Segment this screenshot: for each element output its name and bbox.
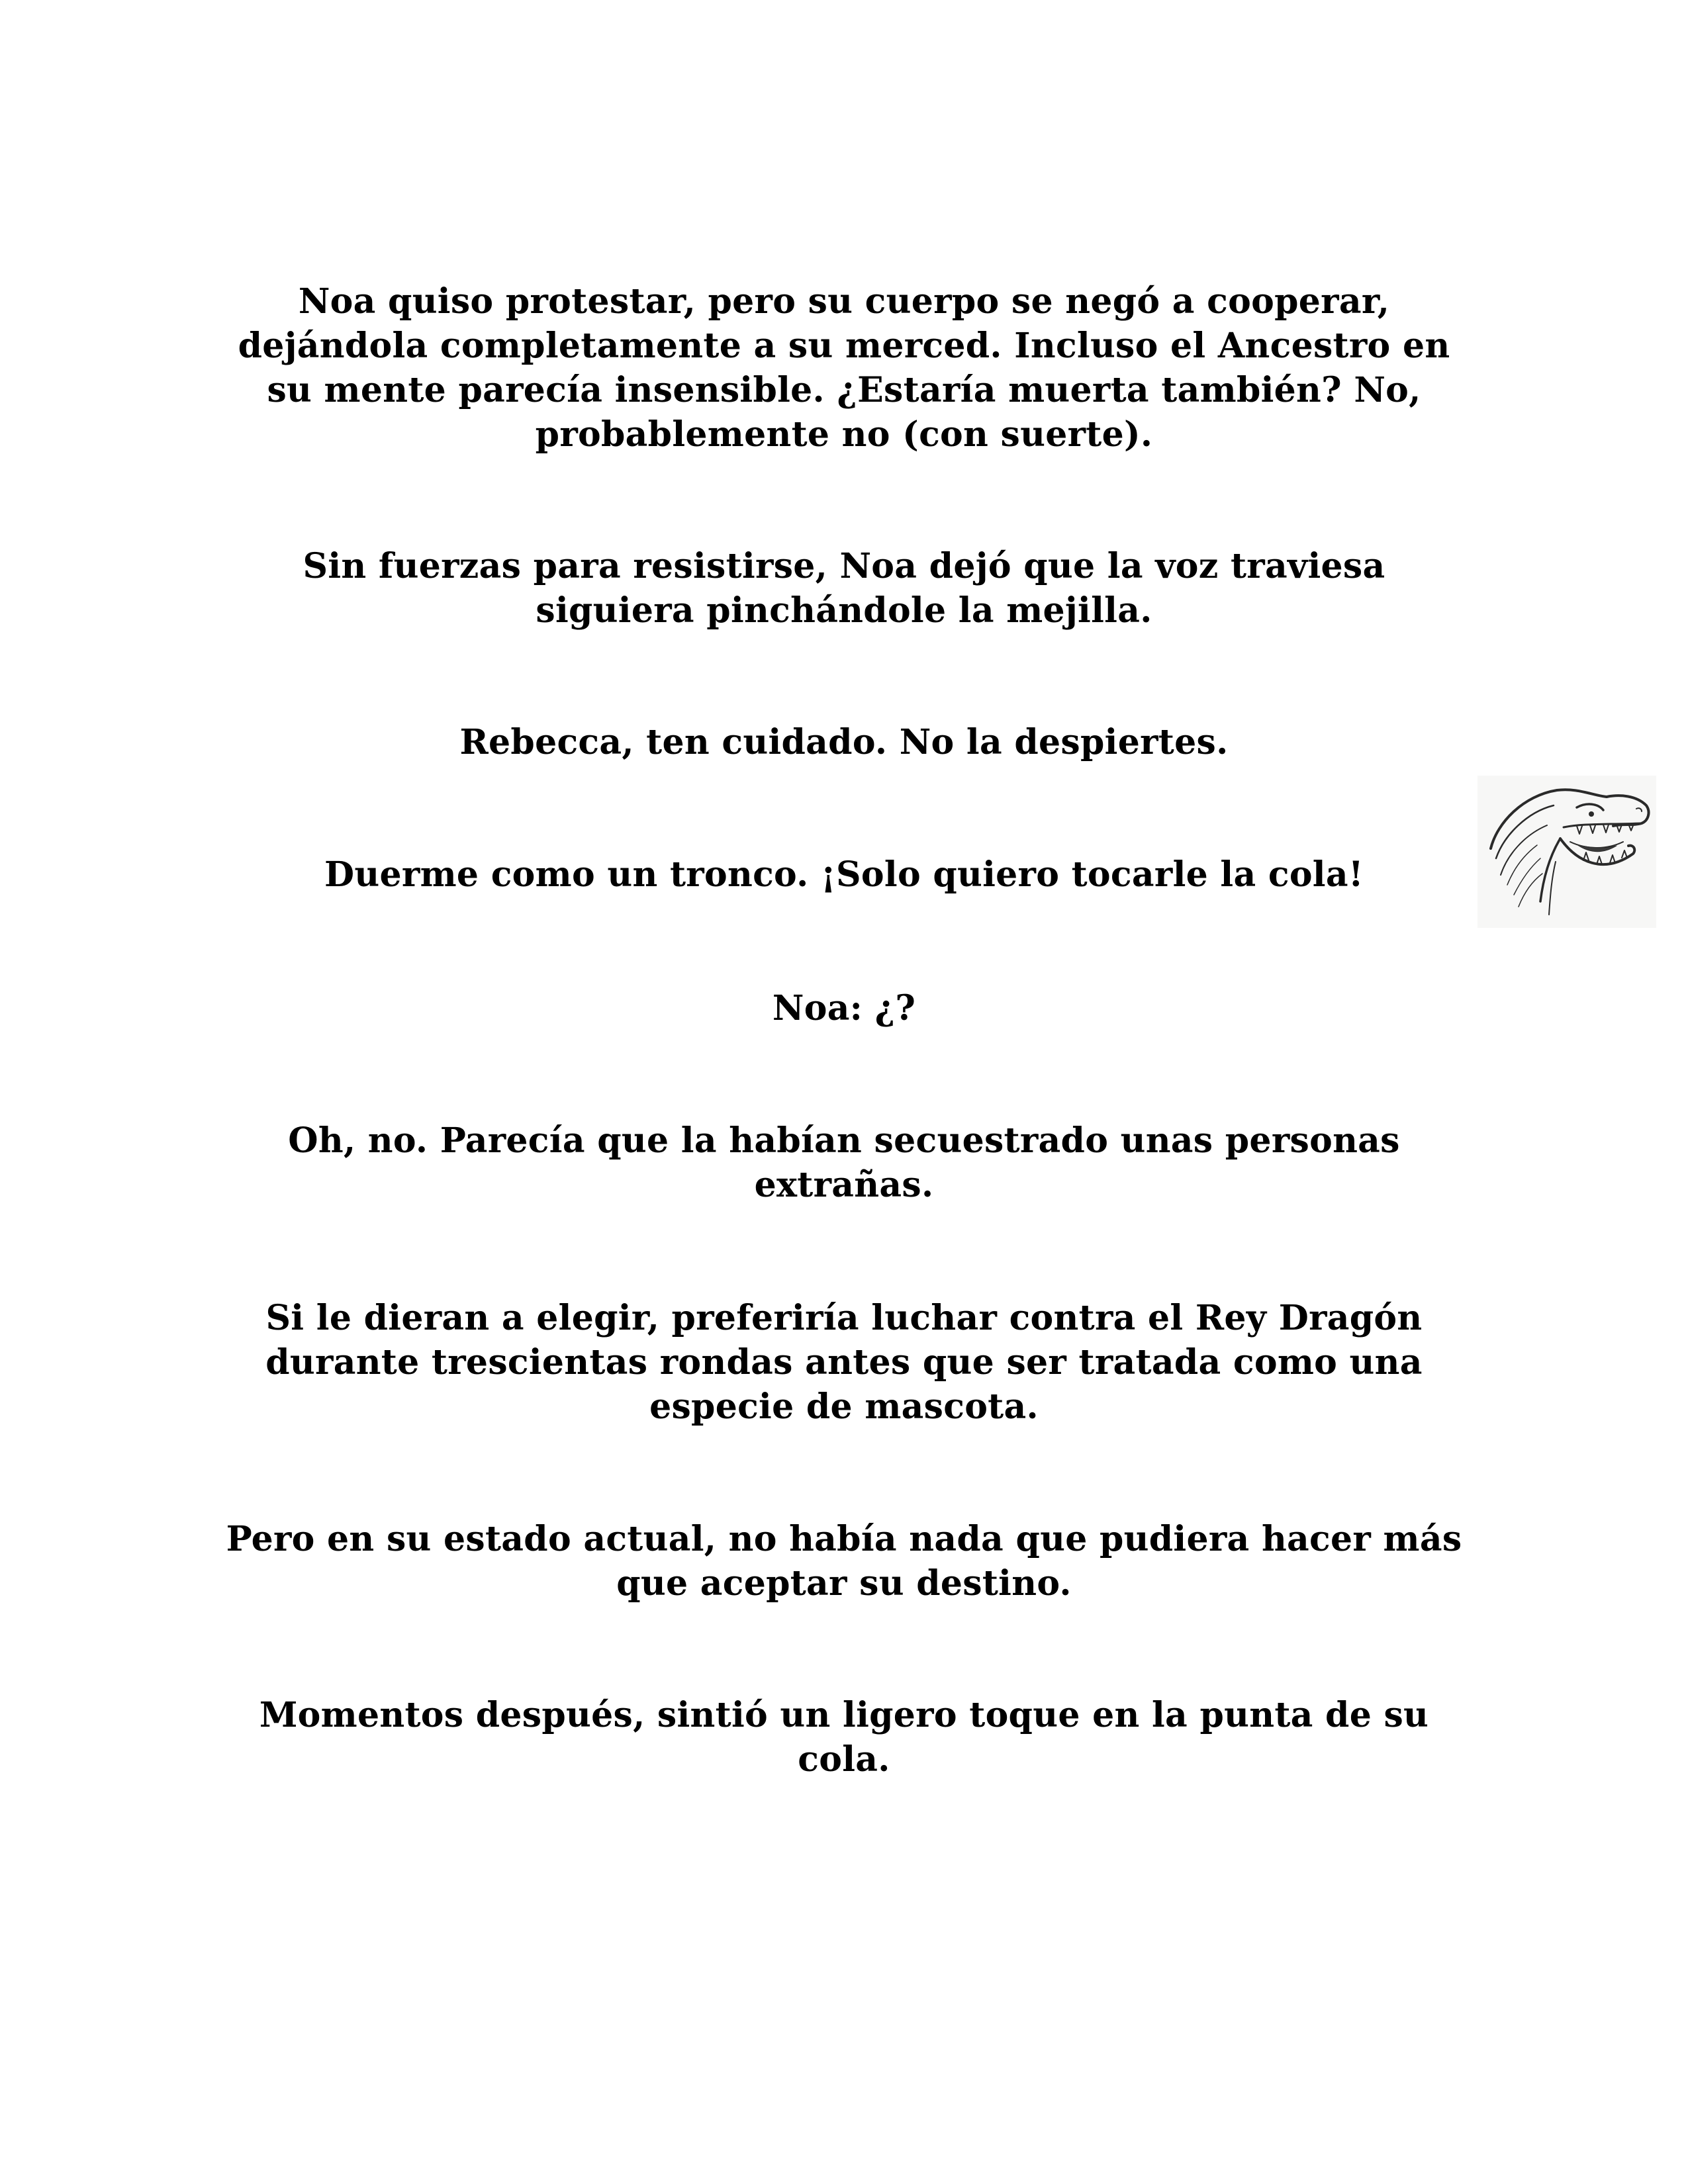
paragraph: [199, 720, 1489, 764]
text-line: dejándola completamente a su merced. Incluso el Ancestro en: [238, 326, 1450, 366]
text-line: Rebecca, ten cuidado. No la despiertes.: [459, 722, 1229, 762]
text-line: especie de mascota.: [649, 1387, 1039, 1427]
text-line: extrañas.: [754, 1165, 934, 1205]
text-line: Pero en su estado actual, no había nada que pudiera hacer más: [226, 1519, 1462, 1559]
text-line: durante trescientas rondas antes que ser tratada como una: [265, 1342, 1423, 1383]
text-line: Si le dieran a elegir, preferiría luchar contra el Rey Dragón: [265, 1298, 1423, 1338]
text-line: siguiera pinchándole la mejilla.: [536, 590, 1152, 631]
text-line: Noa quiso protestar, pero su cuerpo se negó a cooperar,: [298, 281, 1390, 322]
text-line: Oh, no. Parecía que la habían secuestrado unas personas: [288, 1120, 1400, 1161]
dinosaur-head-sketch-icon: [1477, 776, 1656, 928]
text-line: cola.: [798, 1739, 890, 1780]
text-line: Sin fuerzas para resistirse, Noa dejó que la voz traviesa: [303, 546, 1385, 586]
paragraph: [199, 852, 1489, 897]
text-line: que aceptar su destino.: [616, 1563, 1072, 1604]
paragraph: [199, 1118, 1489, 1207]
paragraph: [199, 1517, 1489, 1606]
paragraph: [199, 986, 1489, 1030]
paragraph: [199, 1693, 1489, 1782]
text-line: Duerme como un tronco. ¡Solo quiero tocarle la cola!: [324, 854, 1364, 895]
text-line: Noa: ¿?: [772, 988, 916, 1028]
paragraph: [199, 1296, 1489, 1429]
text-line: Momentos después, sintió un ligero toque en la punta de su: [259, 1695, 1429, 1735]
paragraph: [199, 544, 1489, 633]
text-line: su mente parecía insensible. ¿Estaría muerta también? No,: [267, 370, 1421, 410]
text-line: probablemente no (con suerte).: [535, 414, 1153, 455]
paragraph: [199, 279, 1489, 457]
